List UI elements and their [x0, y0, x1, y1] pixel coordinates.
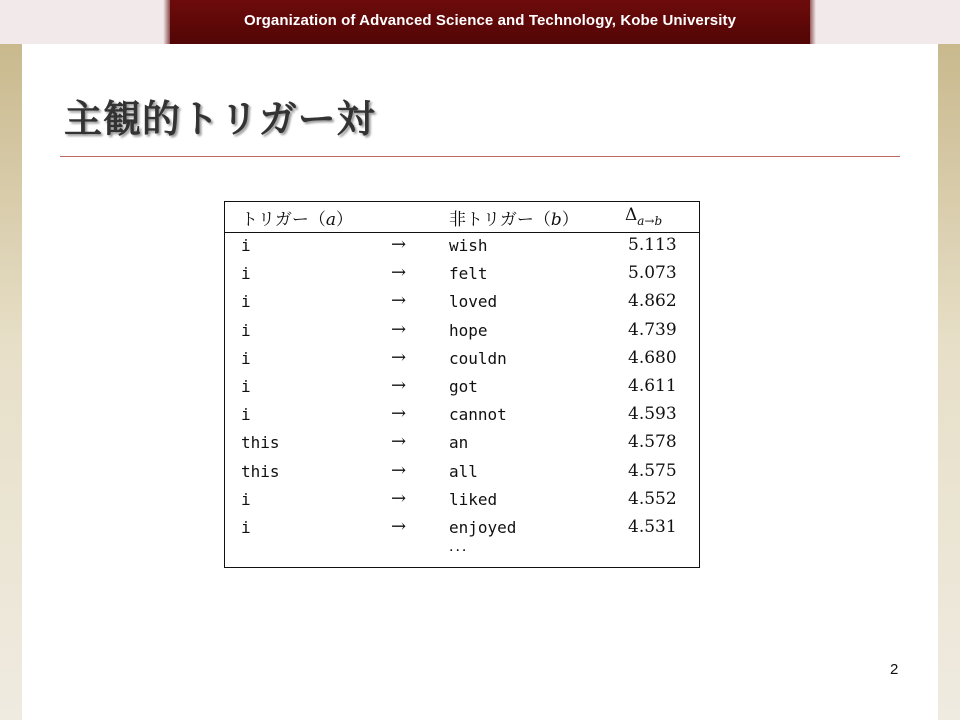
- delta-value: 4.552: [628, 488, 677, 509]
- right-arrow-icon: →: [391, 346, 407, 368]
- right-arrow-icon: →: [391, 515, 407, 537]
- column-header-trigger: トリガー（a）: [241, 210, 353, 230]
- delta-value: 4.862: [628, 291, 677, 312]
- organization-banner: Organization of Advanced Science and Technology, Kobe University: [170, 0, 810, 44]
- delta-value: 5.113: [628, 235, 677, 255]
- trigger-pair-table: [224, 201, 700, 568]
- table-header: [225, 202, 699, 233]
- right-arrow-icon: →: [391, 487, 407, 509]
- non-trigger-word: got: [449, 376, 478, 396]
- delta-value: 5.073: [628, 263, 677, 284]
- table-row: [225, 374, 699, 402]
- right-arrow-icon: →: [391, 459, 407, 481]
- non-trigger-word: hope: [449, 320, 488, 340]
- trigger-word: i: [241, 405, 251, 425]
- trigger-word: i: [241, 376, 251, 396]
- table-row: [225, 402, 699, 430]
- right-arrow-icon: →: [391, 403, 407, 425]
- header-bar: [0, 0, 960, 44]
- right-decor-bar: [938, 44, 960, 720]
- column-header-delta: $\Delta_{a\to b}$: [625, 205, 663, 228]
- table-row: [225, 459, 699, 487]
- non-trigger-word: felt: [449, 264, 488, 284]
- delta-value: 4.578: [628, 432, 677, 453]
- delta-value: 4.531: [628, 516, 677, 537]
- non-trigger-word: wish: [449, 236, 488, 255]
- non-trigger-word: all: [449, 461, 478, 481]
- table-row: [225, 261, 699, 289]
- right-arrow-icon: →: [391, 374, 407, 396]
- column-header-non-trigger: 非トリガー（b）: [449, 210, 579, 230]
- table-body: [225, 233, 699, 543]
- table-ellipsis: ...: [449, 539, 469, 555]
- title-divider: [60, 156, 900, 157]
- table-row: [225, 346, 699, 374]
- trigger-word: i: [241, 292, 251, 312]
- trigger-word: i: [241, 348, 251, 368]
- delta-value: 4.575: [628, 460, 677, 481]
- non-trigger-word: loved: [449, 292, 498, 312]
- table-row: [225, 233, 699, 261]
- non-trigger-word: an: [449, 433, 469, 453]
- page-number: 2: [890, 661, 899, 678]
- delta-value: 4.611: [628, 375, 677, 396]
- right-arrow-icon: →: [391, 234, 407, 255]
- delta-value: 4.739: [628, 319, 677, 340]
- right-arrow-icon: →: [391, 290, 407, 312]
- right-arrow-icon: →: [391, 318, 407, 340]
- trigger-word: i: [241, 236, 251, 255]
- non-trigger-word: liked: [449, 489, 498, 509]
- delta-value: 4.680: [628, 347, 677, 368]
- trigger-word: i: [241, 264, 251, 284]
- left-decor-bar: [0, 44, 22, 720]
- non-trigger-word: cannot: [449, 405, 507, 425]
- table-row: [225, 487, 699, 515]
- trigger-word: this: [241, 461, 280, 481]
- delta-value: 4.593: [628, 404, 677, 425]
- right-arrow-icon: →: [391, 262, 407, 284]
- table-row: [225, 318, 699, 346]
- table-row: [225, 430, 699, 458]
- trigger-word: this: [241, 433, 280, 453]
- non-trigger-word: enjoyed: [449, 517, 517, 537]
- right-arrow-icon: →: [391, 431, 407, 453]
- non-trigger-word: couldn: [449, 348, 507, 368]
- table-row: [225, 289, 699, 317]
- trigger-word: i: [241, 517, 251, 537]
- slide-title: 主観的トリガー対: [64, 97, 376, 141]
- trigger-word: i: [241, 489, 251, 509]
- trigger-word: i: [241, 320, 251, 340]
